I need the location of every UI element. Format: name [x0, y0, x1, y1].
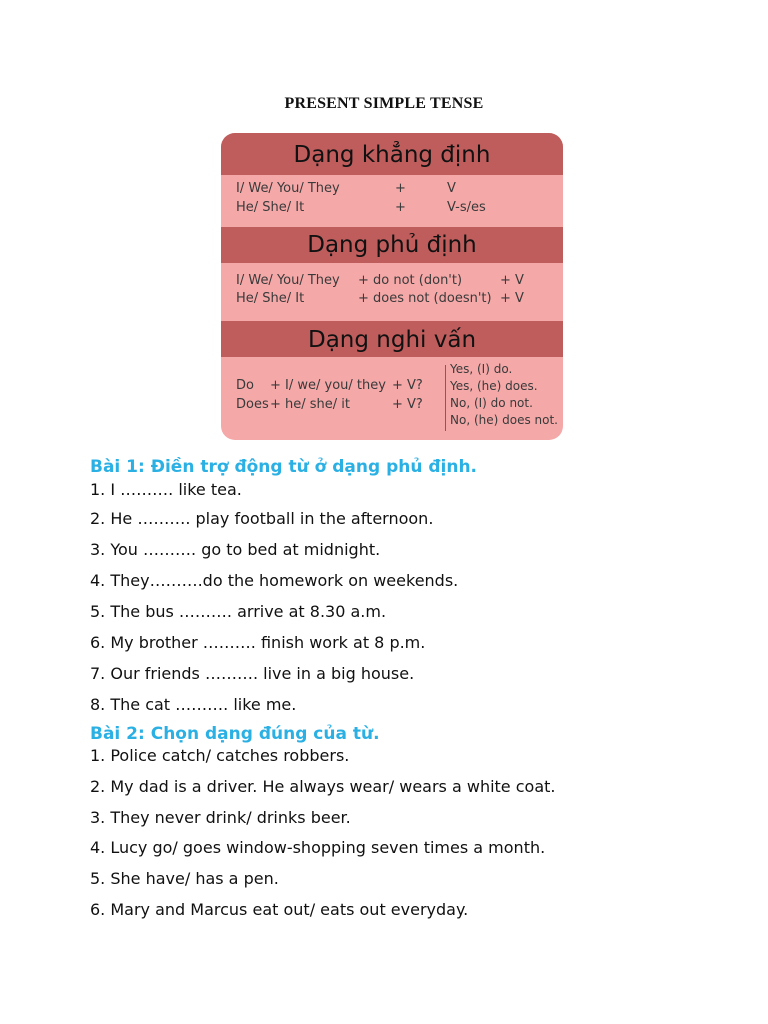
- exercise-2-item: 6. Mary and Marcus eat out/ eats out everyday.: [90, 900, 469, 919]
- question-row-2-aux: Does: [236, 397, 269, 412]
- negative-row-1-subject: I/ We/ You/ They: [236, 273, 340, 288]
- answer-3: No, (I) do not.: [450, 396, 533, 410]
- exercise-2-item: 5. She have/ has a pen.: [90, 869, 279, 888]
- negative-heading: Dạng phủ định: [221, 227, 563, 263]
- question-row-1-aux: Do: [236, 378, 254, 393]
- answer-divider: [445, 365, 446, 431]
- question-row-1-subject: + I/ we/ you/ they: [270, 378, 386, 393]
- exercise-1-item: 4. They……….do the homework on weekends.: [90, 571, 459, 590]
- affirmative-row-1-verb: V: [447, 181, 456, 196]
- negative-row-2-aux: + does not (doesn't): [358, 291, 492, 306]
- exercise-1-heading: Bài 1: Điền trợ động từ ở dạng phủ định.: [90, 457, 478, 477]
- negative-row-1-verb: + V: [500, 273, 524, 288]
- exercise-2-heading: Bài 2: Chọn dạng đúng của từ.: [90, 724, 380, 744]
- exercise-1-item: 1. I ………. like tea.: [90, 480, 242, 499]
- exercise-2-item: 3. They never drink/ drinks beer.: [90, 808, 351, 827]
- affirmative-row-2-subject: He/ She/ It: [236, 200, 305, 215]
- exercise-1-item: 6. My brother ………. finish work at 8 p.m.: [90, 633, 426, 652]
- exercise-2-item: 1. Police catch/ catches robbers.: [90, 746, 350, 765]
- negative-row-2-subject: He/ She/ It: [236, 291, 305, 306]
- affirmative-row-1-operator: +: [395, 181, 406, 196]
- exercise-2-item: 2. My dad is a driver. He always wear/ wears a white coat.: [90, 777, 556, 796]
- exercise-2-item: 4. Lucy go/ goes window-shopping seven times a month.: [90, 838, 546, 857]
- affirmative-row-1-subject: I/ We/ You/ They: [236, 181, 340, 196]
- answer-4: No, (he) does not.: [450, 413, 558, 427]
- affirmative-row-2-verb: V-s/es: [447, 200, 486, 215]
- grammar-summary-card: [221, 133, 563, 440]
- exercise-1-item: 8. The cat ………. like me.: [90, 695, 297, 714]
- question-row-2-subject: + he/ she/ it: [270, 397, 351, 412]
- negative-row-1-aux: + do not (don't): [358, 273, 463, 288]
- exercise-1-item: 7. Our friends ………. live in a big house.: [90, 664, 415, 683]
- question-heading: Dạng nghi vấn: [221, 321, 563, 357]
- negative-row-2-verb: + V: [500, 291, 524, 306]
- exercise-1-item: 2. He ………. play football in the afternoon.: [90, 509, 434, 528]
- exercise-1-item: 5. The bus ………. arrive at 8.30 a.m.: [90, 602, 387, 621]
- answer-2: Yes, (he) does.: [450, 379, 538, 393]
- affirmative-heading: Dạng khẳng định: [221, 133, 563, 175]
- answer-1: Yes, (I) do.: [450, 362, 513, 376]
- question-row-2-verb: + V?: [392, 397, 423, 412]
- document-title: PRESENT SIMPLE TENSE: [284, 95, 484, 112]
- affirmative-row-2-operator: +: [395, 200, 406, 215]
- exercise-1-item: 3. You ………. go to bed at midnight.: [90, 540, 381, 559]
- question-row-1-verb: + V?: [392, 378, 423, 393]
